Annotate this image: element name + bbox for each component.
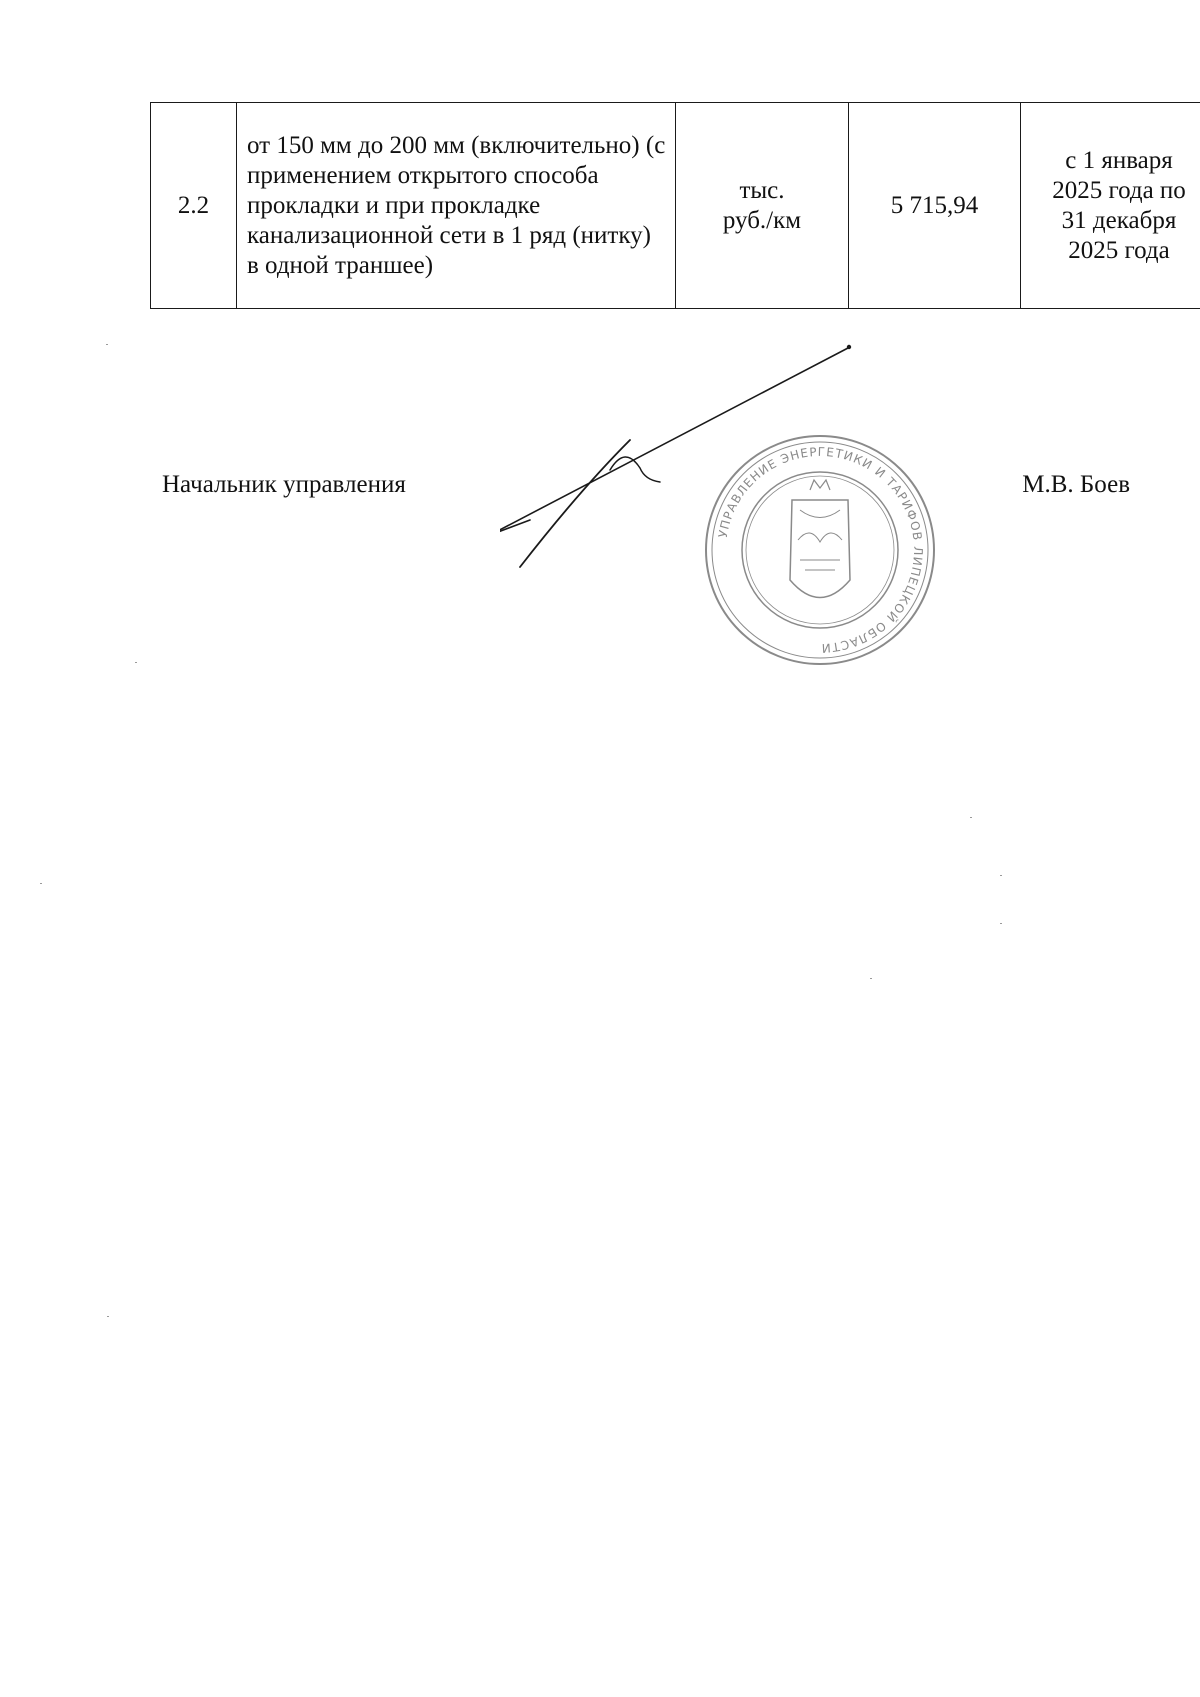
table-row xyxy=(151,103,1200,309)
unit-line: руб./км xyxy=(722,206,802,234)
row-description: от 150 мм до 200 мм (включительно) (с применением открытого способа прокладки и при прокладке канализационной сети в 1 ряд (нитку) в одной траншее) xyxy=(237,103,676,309)
row-value: 5 715,94 xyxy=(849,103,1021,309)
period-line: с 1 января xyxy=(1065,146,1173,174)
scan-speck xyxy=(1000,875,1002,876)
period-line: 2025 года xyxy=(1068,236,1170,264)
scan-speck xyxy=(135,662,137,663)
row-unit xyxy=(676,103,849,309)
scan-speck xyxy=(107,1316,109,1317)
row-number: 2.2 xyxy=(151,103,237,309)
row-period xyxy=(1021,103,1200,309)
signatory-position: Начальник управления xyxy=(162,471,406,498)
unit-line: тыс. xyxy=(739,176,785,204)
scan-speck xyxy=(970,817,972,818)
signatory-name: М.В. Боев xyxy=(1022,471,1130,498)
handwritten-signature xyxy=(500,330,860,580)
scan-speck xyxy=(40,883,42,884)
scan-speck xyxy=(1000,923,1002,924)
seal-outer-text: УПРАВЛЕНИЕ ЭНЕРГЕТИКИ И ТАРИФОВ ЛИПЕЦКОЙ ОБЛАСТИ xyxy=(715,444,926,656)
period-line: 2025 года по xyxy=(1052,176,1186,204)
scan-speck xyxy=(106,344,108,345)
scan-speck xyxy=(870,978,872,979)
period-line: 31 декабря xyxy=(1061,206,1177,234)
tariff-table xyxy=(150,102,1200,309)
